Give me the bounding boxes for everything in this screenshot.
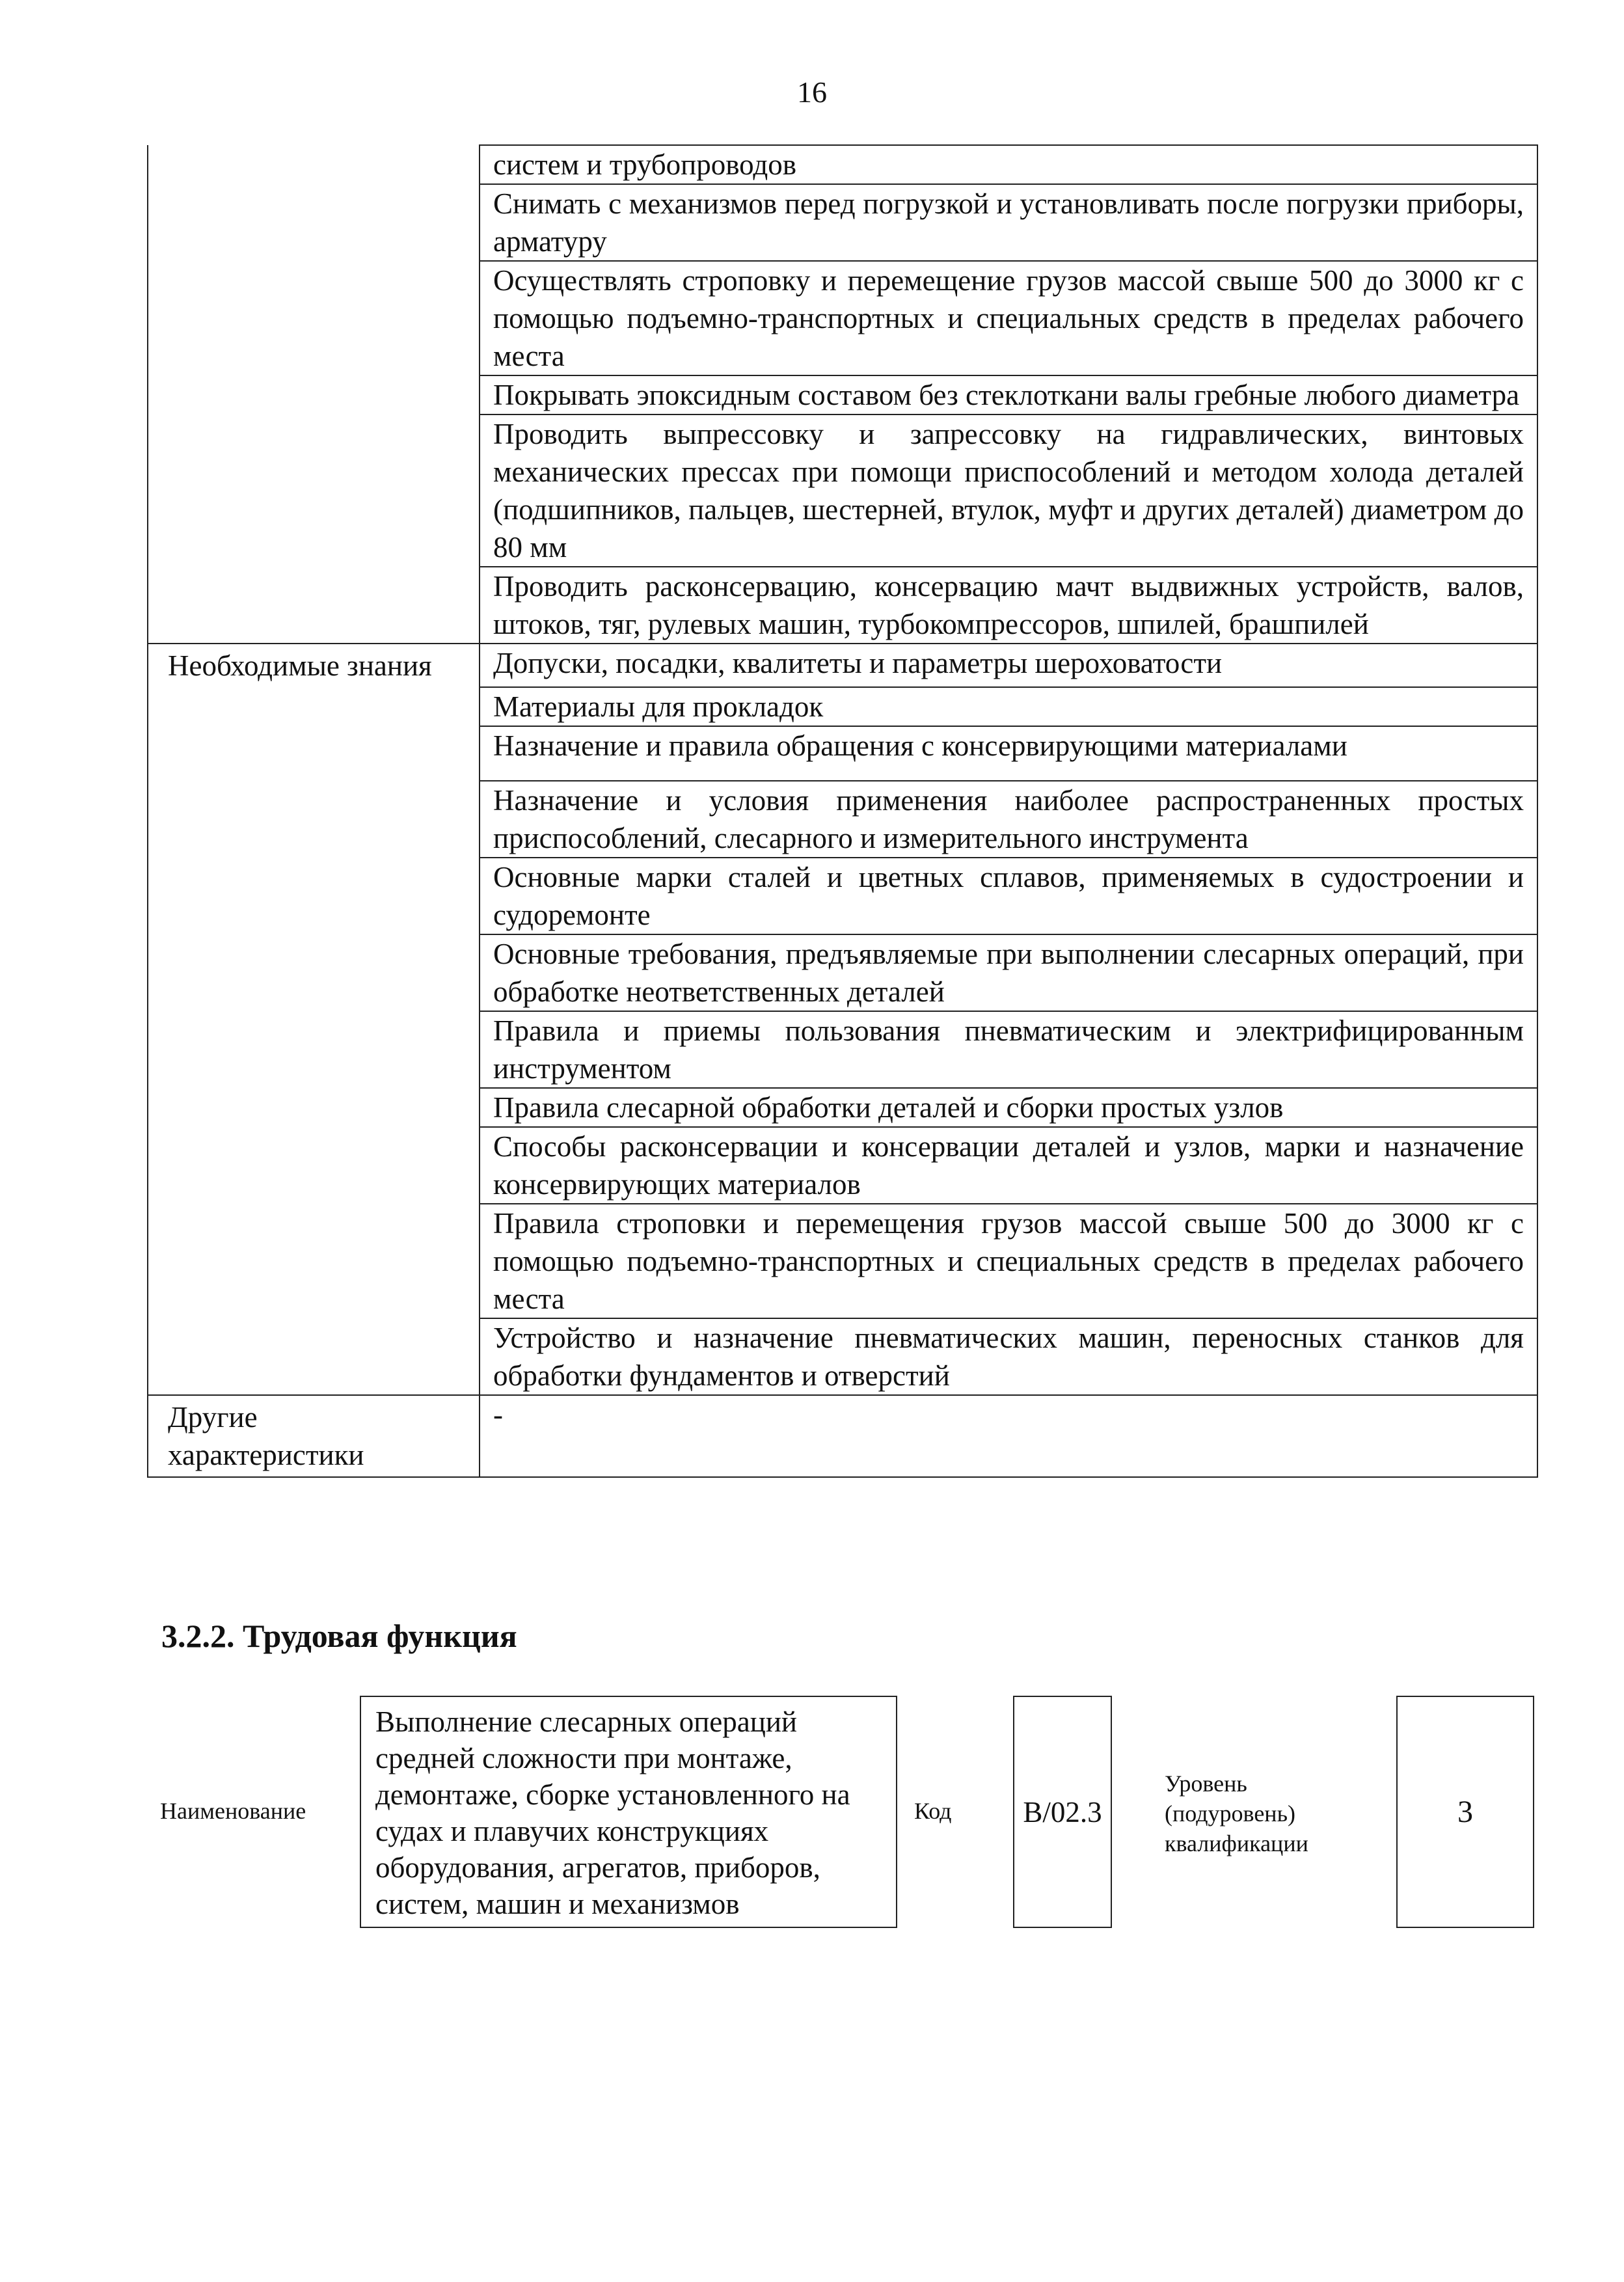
table-row (148, 1204, 1537, 1318)
function-name-box: Выполнение слесарных операций средней сложности при монтаже, демонтаже, сборке установленного на судах и плавучих конструкциях оборудования, агрегатов, приборов, систем, машин и механизмов (360, 1696, 897, 1928)
row-label (148, 858, 480, 934)
table-row (148, 567, 1537, 644)
row-label (148, 1127, 480, 1204)
table-cell: Проводить выпрессовку и запрессовку на гидравлических, винтовых механических прессах при помощи приспособлений и методом холода деталей (подшипников, пальцев, шестерней, втулок, муфт и других деталей) диаметром до 80 мм (480, 414, 1537, 567)
table-cell: систем и трубопроводов (480, 145, 1537, 184)
table-cell: Осуществлять строповку и перемещение грузов массой свыше 500 до 3000 кг с помощью подъемно-транспортных и специальных средств в пределах рабочего места (480, 261, 1537, 375)
page-number: 16 (797, 75, 827, 109)
table-cell: Допуски, посадки, квалитеты и параметры шероховатости (480, 644, 1537, 687)
row-label (148, 1011, 480, 1088)
table-row (148, 726, 1537, 781)
level-value-box (1396, 1696, 1534, 1928)
table-row (148, 1127, 1537, 1204)
table-row (148, 781, 1537, 858)
table-row (148, 934, 1537, 1011)
code-value: В/02.3 (1023, 1795, 1102, 1828)
table-row (148, 1011, 1537, 1088)
table-row (148, 184, 1537, 261)
table-row (148, 644, 1537, 687)
row-label (148, 1318, 480, 1395)
row-label (148, 1204, 480, 1318)
row-label (148, 567, 480, 644)
row-label-required-knowledge: Необходимые знания (148, 644, 480, 687)
row-label (148, 781, 480, 858)
table-row (148, 1088, 1537, 1127)
table-cell: Назначение и условия применения наиболее распространенных простых приспособлений, слесарного и измерительного инструмента (480, 781, 1537, 858)
table-cell: Правила слесарной обработки деталей и сборки простых узлов (480, 1088, 1537, 1127)
table-cell: Основные марки сталей и цветных сплавов, применяемых в судостроении и судоремонте (480, 858, 1537, 934)
row-label-other-characteristics: Другие характеристики (148, 1395, 480, 1477)
table-row (148, 1395, 1537, 1477)
table-row (148, 858, 1537, 934)
row-label (148, 726, 480, 781)
name-label: Наименование (160, 1798, 306, 1824)
table-cell: Устройство и назначение пневматических машин, переносных станков для обработки фундаментов и отверстий (480, 1318, 1537, 1395)
code-label: Код (914, 1798, 952, 1824)
table-cell: Правила и приемы пользования пневматическим и электрифицированным инструментом (480, 1011, 1537, 1088)
table-row (148, 687, 1537, 726)
table-cell: Правила строповки и перемещения грузов массой свыше 500 до 3000 кг с помощью подъемно-транспортных и специальных средств в пределах рабочего места (480, 1204, 1537, 1318)
row-label (148, 375, 480, 414)
level-label: Уровень (подуровень) квалификации (1165, 1771, 1308, 1856)
table-row (148, 261, 1537, 375)
row-label (148, 414, 480, 567)
table-cell: Снимать с механизмов перед погрузкой и установливать после погрузки приборы, арматуру (480, 184, 1537, 261)
skills-knowledge-table (147, 144, 1538, 1478)
row-label (148, 145, 480, 184)
row-label (148, 687, 480, 726)
table-row (148, 145, 1537, 184)
table-cell: Основные требования, предъявляемые при выполнении слесарных операций, при обработке неответственных деталей (480, 934, 1537, 1011)
table-cell: Материалы для прокладок (480, 687, 1537, 726)
table-cell: Покрывать эпоксидным составом без стеклоткани валы гребные любого диаметра (480, 375, 1537, 414)
row-label (148, 184, 480, 261)
table-cell: Способы расконсервации и консервации деталей и узлов, марки и назначение консервирующих материалов (480, 1127, 1537, 1204)
section-title: 3.2.2. Трудовая функция (161, 1618, 517, 1654)
row-label (148, 934, 480, 1011)
table-cell: Назначение и правила обращения с консервирующими материалами (480, 726, 1537, 781)
row-label (148, 1088, 480, 1127)
table-cell: Проводить расконсервацию, консервацию мачт выдвижных устройств, валов, штоков, тяг, рулевых машин, турбокомпрессоров, шпилей, брашпилей (480, 567, 1537, 644)
row-label (148, 261, 480, 375)
table-cell: - (480, 1395, 1537, 1477)
code-value-box (1013, 1696, 1112, 1928)
table-row (148, 1318, 1537, 1395)
table-row (148, 375, 1537, 414)
level-value: 3 (1457, 1795, 1473, 1829)
table-row (148, 414, 1537, 567)
